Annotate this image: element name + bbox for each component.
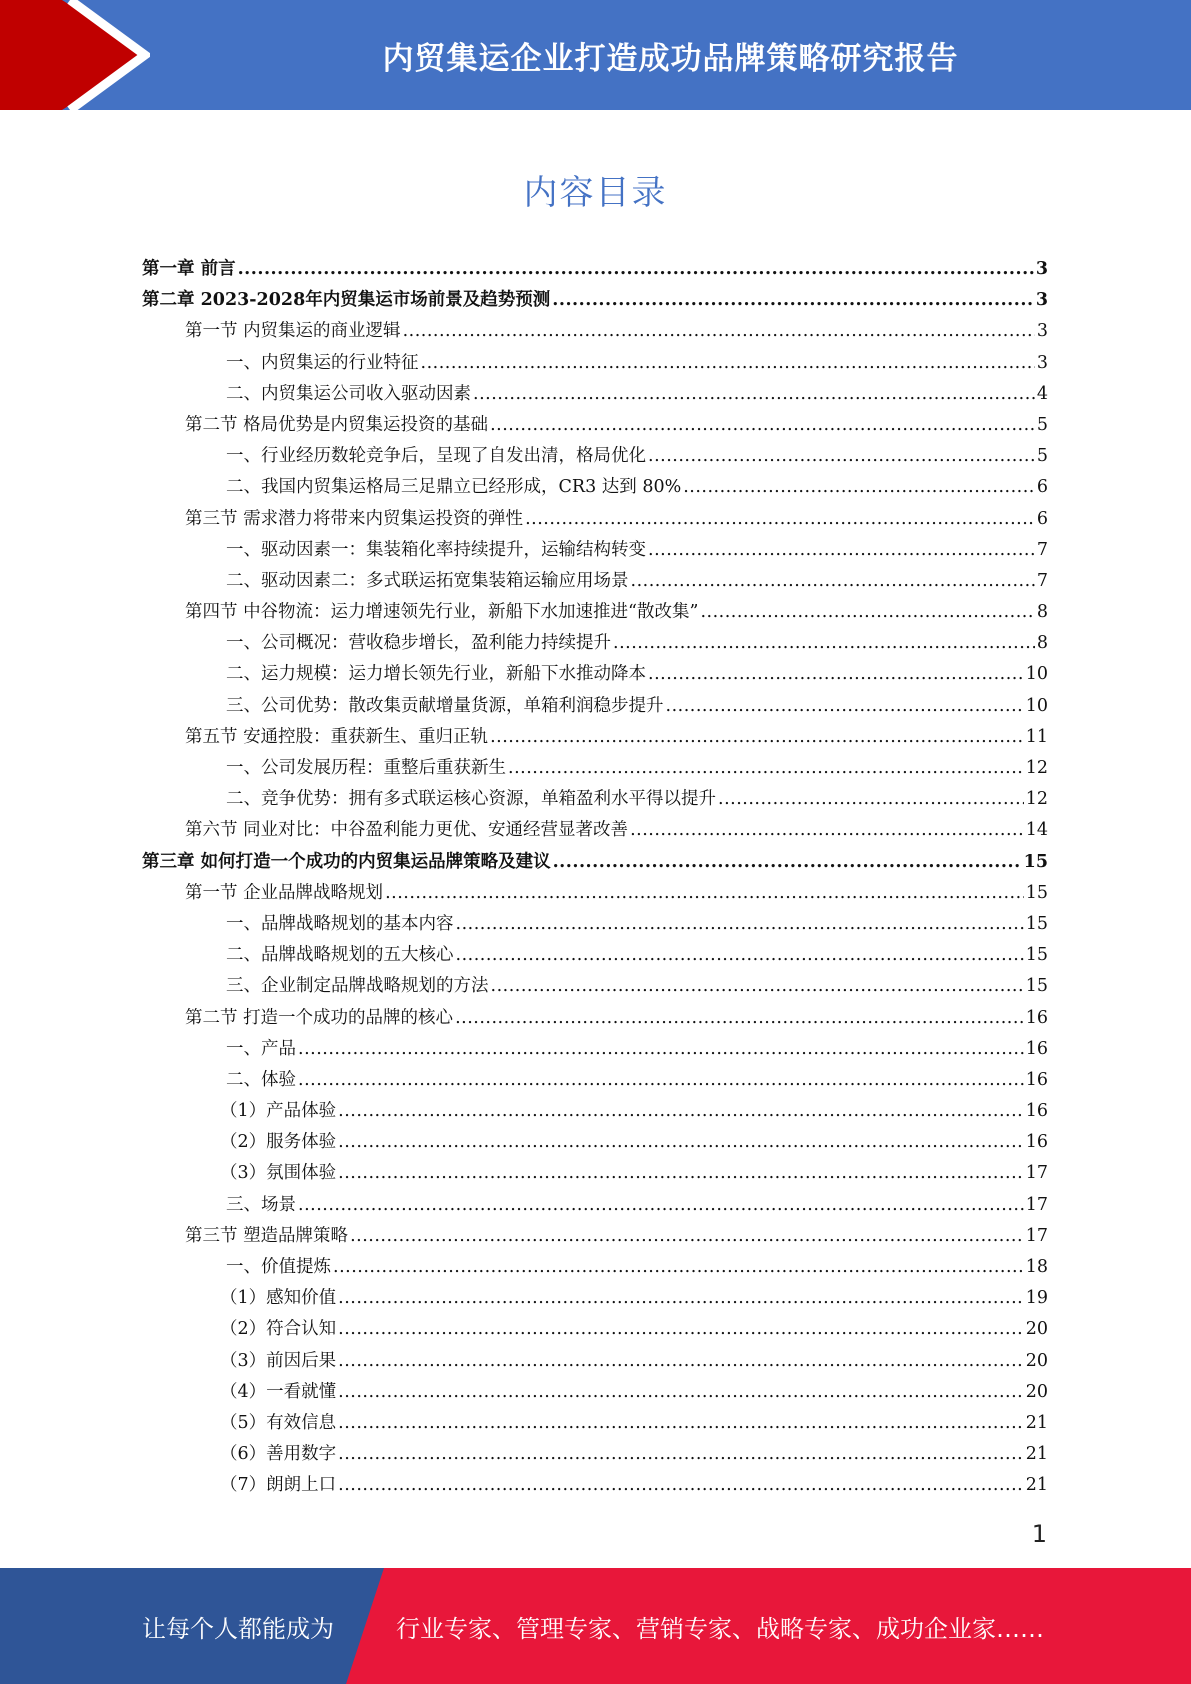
dot-leader: [385, 878, 1024, 909]
toc-entry[interactable]: [142, 722, 1048, 753]
toc-entry-page: 18: [1025, 1257, 1048, 1277]
toc-entry-page: 12: [1025, 789, 1048, 810]
toc-entry[interactable]: [142, 597, 1048, 628]
toc-entry-text: 二、品牌战略规划的五大核心: [226, 945, 454, 966]
dot-leader: [338, 1408, 1024, 1439]
toc-entry-page: 17: [1025, 1225, 1048, 1246]
toc-entry-page: 16: [1025, 1038, 1048, 1059]
toc-entry-text: 二、体验: [226, 1069, 296, 1090]
toc-entry-page: 3: [1036, 321, 1048, 342]
dot-leader: [613, 628, 1035, 659]
toc-entry-text: 第三节 塑造品牌策略: [185, 1225, 349, 1246]
toc-entry-page: 21: [1025, 1444, 1048, 1465]
toc-entry[interactable]: [142, 472, 1048, 503]
toc-entry-text: 二、内贸集运公司收入驱动因素: [226, 383, 471, 404]
toc-entry[interactable]: [142, 847, 1048, 878]
toc-entry[interactable]: [142, 784, 1048, 815]
toc-entry-page: 3: [1035, 290, 1048, 311]
toc-entry[interactable]: [142, 1470, 1048, 1501]
toc-entry-page: 15: [1023, 851, 1048, 872]
toc-entry[interactable]: [142, 691, 1048, 722]
toc-entry-text: （2）服务体验: [220, 1132, 337, 1153]
toc-entry-text: 一、公司概况：营收稳步增长，盈利能力持续提升: [226, 633, 611, 654]
toc-entry-page: 21: [1025, 1412, 1048, 1433]
dot-leader: [338, 1470, 1024, 1501]
toc-entry-page: 15: [1025, 976, 1048, 997]
footer-slogan-left: 让每个人都能成为: [142, 1614, 334, 1643]
toc-entry-page: 7: [1036, 539, 1048, 560]
toc-entry-page: 16: [1025, 1069, 1048, 1090]
toc-entry-text: 第三章 如何打造一个成功的内贸集运品牌策略及建议: [142, 851, 551, 872]
toc-entry[interactable]: [142, 1283, 1048, 1314]
dot-leader: [648, 441, 1035, 472]
toc-entry-text: 第一章 前言: [142, 259, 236, 279]
toc-entry-page: 21: [1025, 1475, 1048, 1496]
dot-leader: [456, 940, 1024, 971]
dot-leader: [333, 1252, 1024, 1283]
toc-entry-text: 第二章 2023-2028年内贸集运市场前景及趋势预测: [142, 290, 551, 311]
dot-leader: [338, 1127, 1024, 1158]
toc-entry-text: （6）善用数字: [220, 1444, 337, 1465]
toc-entry-page: 16: [1025, 1101, 1048, 1122]
dot-leader: [350, 1221, 1024, 1252]
toc-entry[interactable]: [142, 1377, 1048, 1408]
toc-entry[interactable]: [142, 1314, 1048, 1345]
toc-entry-text: 一、驱动因素一：集装箱化率持续提升，运输结构转变: [226, 539, 646, 560]
toc-entry-page: 20: [1025, 1381, 1048, 1402]
toc-entry-text: 第一节 企业品牌战略规划: [185, 882, 384, 903]
dot-leader: [298, 1190, 1024, 1221]
toc-entry[interactable]: [142, 1034, 1048, 1065]
toc-entry[interactable]: [142, 441, 1048, 472]
toc-entry-text: 一、价值提炼: [226, 1257, 331, 1277]
toc-entry[interactable]: [142, 566, 1048, 597]
dot-leader: [455, 1003, 1024, 1034]
toc-entry-page: 17: [1025, 1163, 1048, 1184]
toc-entry[interactable]: [142, 909, 1048, 940]
toc-entry[interactable]: [142, 1158, 1048, 1189]
toc-entry[interactable]: [142, 1408, 1048, 1439]
toc-entry-page: 3: [1036, 352, 1048, 373]
toc-entry-text: （7）朗朗上口: [220, 1475, 337, 1496]
toc-entry-text: 第二节 格局优势是内贸集运投资的基础: [185, 414, 489, 435]
toc-heading: 内容目录: [523, 173, 668, 213]
red-chevron-shape: [0, 0, 150, 110]
toc-entry-text: 一、产品: [226, 1038, 296, 1059]
toc-entry-text: 一、内贸集运的行业特征: [226, 352, 419, 373]
dot-leader: [338, 1158, 1024, 1189]
dot-leader: [338, 1314, 1024, 1345]
toc-entry-text: 第五节 安通控股：重获新生、重归正轨: [185, 726, 489, 747]
dot-leader: [631, 566, 1035, 597]
toc-entry-page: 20: [1025, 1350, 1048, 1371]
toc-entry[interactable]: [142, 815, 1048, 846]
dot-leader: [298, 1065, 1024, 1096]
footer-slogan-right: 行业专家、管理专家、营销专家、战略专家、成功企业家……: [396, 1614, 1044, 1643]
toc-entry-page: 4: [1036, 383, 1048, 404]
toc-entry-page: 3: [1035, 259, 1048, 279]
toc-entry-page: 5: [1036, 446, 1048, 467]
dot-leader: [338, 1377, 1024, 1408]
toc-entry[interactable]: [142, 1190, 1048, 1221]
toc-entry-page: 19: [1025, 1288, 1048, 1309]
dot-leader: [666, 691, 1024, 722]
toc-entry-page: 11: [1025, 726, 1048, 747]
dot-leader: [630, 815, 1024, 846]
page-number: 1: [1031, 1520, 1047, 1548]
dot-leader: [491, 971, 1024, 1002]
toc-entry-page: 15: [1025, 882, 1048, 903]
toc-entry-text: 一、品牌战略规划的基本内容: [226, 913, 454, 934]
toc-entry[interactable]: [142, 535, 1048, 566]
toc-entry-text: （2）符合认知: [220, 1319, 337, 1340]
toc-entry-page: 15: [1025, 913, 1048, 934]
toc-entry[interactable]: [142, 1439, 1048, 1470]
toc-entry-page: 15: [1025, 945, 1048, 966]
toc-entry-text: 二、驱动因素二：多式联运拓宽集装箱运输应用场景: [226, 570, 629, 591]
dot-leader: [298, 1034, 1024, 1065]
toc-entry[interactable]: [142, 1096, 1048, 1127]
toc-entry[interactable]: [142, 659, 1048, 690]
toc-entry-text: 三、公司优势：散改集贡献增量货源，单箱利润稳步提升: [226, 695, 664, 716]
toc-entry-page: 8: [1036, 633, 1048, 654]
toc-entry-text: 三、企业制定品牌战略规划的方法: [226, 976, 489, 997]
toc-entry-page: 14: [1025, 820, 1048, 841]
toc-entry[interactable]: [142, 1127, 1048, 1158]
toc-entry-page: 7: [1036, 570, 1048, 591]
toc-entry[interactable]: [142, 285, 1048, 316]
toc-entry-page: 16: [1025, 1007, 1048, 1028]
toc-entry-text: 第三节 需求潜力将带来内贸集运投资的弹性: [185, 508, 524, 529]
dot-leader: [338, 1096, 1024, 1127]
dot-leader: [403, 316, 1035, 347]
toc-entry-text: 二、运力规模：运力增长领先行业，新船下水推动降本: [226, 664, 646, 685]
dot-leader: [338, 1346, 1024, 1377]
toc-entry-page: 6: [1036, 508, 1048, 529]
toc-entry-text: （4）一看就懂: [220, 1381, 337, 1402]
dot-leader: [683, 472, 1035, 503]
toc-entry[interactable]: [142, 940, 1048, 971]
toc-entry-text: 一、行业经历数轮竞争后，呈现了自发出清，格局优化: [226, 446, 646, 467]
toc-entry-page: 5: [1036, 414, 1048, 435]
dot-leader: [718, 784, 1024, 815]
toc-entry-text: （5）有效信息: [220, 1412, 337, 1433]
toc-entry[interactable]: [142, 316, 1048, 347]
header-banner: [0, 0, 1191, 110]
dot-leader: [648, 659, 1024, 690]
dot-leader: [338, 1439, 1024, 1470]
dot-leader: [421, 348, 1035, 379]
toc-entry-text: （1）感知价值: [220, 1288, 337, 1309]
toc-entry[interactable]: [142, 504, 1048, 535]
toc-entry-page: 20: [1025, 1319, 1048, 1340]
toc-entry-page: 10: [1025, 664, 1048, 685]
toc-entry-text: （3）前因后果: [220, 1350, 337, 1371]
toc-entry-page: 16: [1025, 1132, 1048, 1153]
toc-entry-text: 二、我国内贸集运格局三足鼎立已经形成，CR3 达到 80%: [226, 477, 682, 498]
dot-leader: [648, 535, 1035, 566]
toc-entry-text: 第六节 同业对比：中谷盈利能力更优、安通经营显著改善: [185, 820, 629, 841]
dot-leader: [473, 379, 1035, 410]
toc-entry[interactable]: [142, 1003, 1048, 1034]
dot-leader: [338, 1283, 1024, 1314]
toc-entry-text: 第二节 打造一个成功的品牌的核心: [185, 1007, 454, 1028]
toc-entry[interactable]: [142, 1221, 1048, 1252]
toc-entry-text: 第一节 内贸集运的商业逻辑: [185, 321, 401, 342]
toc-entry-text: 第四节 中谷物流：运力增速领先行业，新船下水加速推进“散改集”: [185, 602, 699, 623]
toc-entry[interactable]: [142, 254, 1048, 285]
toc-entry-text: 三、场景: [226, 1194, 296, 1215]
toc-entry-page: 12: [1025, 758, 1048, 778]
toc-entry-text: （1）产品体验: [220, 1101, 337, 1122]
report-title: 内贸集运企业打造成功品牌策略研究报告: [382, 40, 959, 77]
toc-entry[interactable]: [142, 1346, 1048, 1377]
dot-leader: [508, 753, 1024, 784]
dot-leader: [525, 504, 1035, 535]
toc-entry-page: 10: [1025, 695, 1048, 716]
dot-leader: [456, 909, 1024, 940]
toc-entry[interactable]: [142, 379, 1048, 410]
table-of-contents: [142, 254, 1048, 1502]
toc-entry[interactable]: [142, 753, 1048, 784]
toc-entry[interactable]: [142, 348, 1048, 379]
dot-leader: [700, 597, 1034, 628]
toc-entry-text: （3）氛围体验: [220, 1163, 337, 1184]
toc-entry[interactable]: [142, 971, 1048, 1002]
dot-leader: [490, 722, 1024, 753]
toc-entry[interactable]: [142, 628, 1048, 659]
dot-leader: [490, 410, 1035, 441]
toc-entry-page: 6: [1036, 477, 1048, 498]
toc-entry-text: 一、公司发展历程：重整后重获新生: [226, 758, 506, 778]
toc-entry[interactable]: [142, 878, 1048, 909]
toc-entry[interactable]: [142, 1065, 1048, 1096]
toc-entry-text: 二、竞争优势：拥有多式联运核心资源，单箱盈利水平得以提升: [226, 789, 716, 810]
toc-entry-page: 17: [1025, 1194, 1048, 1215]
toc-entry[interactable]: [142, 1252, 1048, 1283]
dot-leader: [552, 285, 1034, 316]
dot-leader: [553, 847, 1022, 878]
dot-leader: [238, 254, 1034, 285]
toc-entry-page: 8: [1036, 602, 1048, 623]
toc-entry[interactable]: [142, 410, 1048, 441]
